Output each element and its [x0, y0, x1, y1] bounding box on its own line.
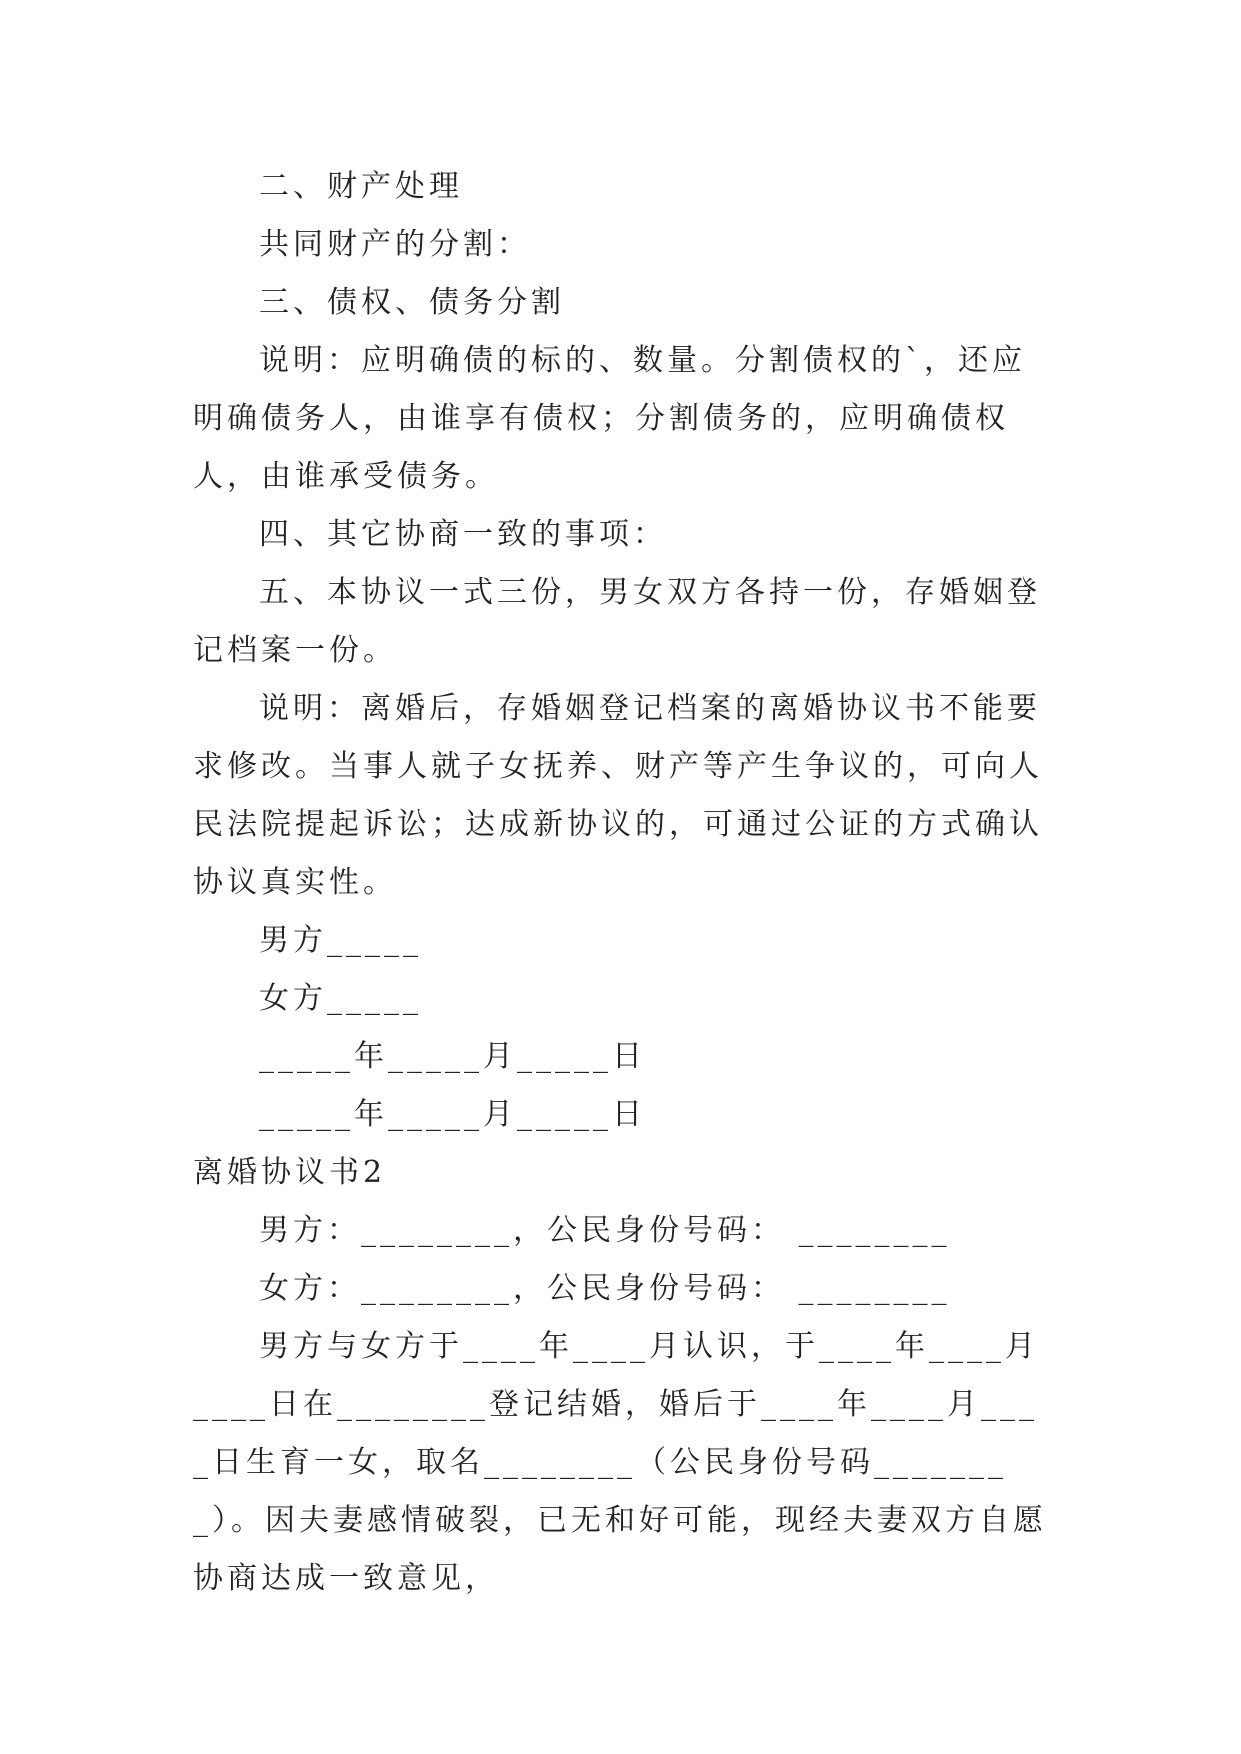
paragraph-post-divorce-note: 说明：离婚后，存婚姻登记档案的离婚协议书不能要求修改。当事人就子女抚养、财产等产生争议的，可向人民法院提起诉讼；达成新协议的，可通过公证的方式确认协议真实性。	[193, 691, 1043, 900]
date-line-1: _____年_____月_____日	[259, 1039, 646, 1074]
section-heading-property: 二、财产处理	[259, 169, 463, 204]
date-line-2: _____年_____月_____日	[259, 1097, 646, 1132]
section-heading-debts: 三、债权、债务分割	[259, 285, 565, 320]
document-body	[193, 158, 1053, 1608]
signature-line-husband: 男方_____	[259, 923, 422, 958]
section-heading-other-matters: 四、其它协商一致的事项：	[259, 517, 667, 552]
paragraph-marriage-details: 男方与女方于____年____月认识，于____年____月____日在________登记结婚，婚后于____年____月____日生育一女，取名________（公民身份号码________）。因夫妻感情破裂，已无和好可能，现经夫妻双方自愿协商达成一致意见，	[193, 1329, 1047, 1596]
wife-id-line: 女方：________，公民身份号码： ________	[259, 1271, 951, 1306]
signature-line-wife: 女方_____	[259, 981, 422, 1016]
paragraph-copies: 五、本协议一式三份，男女双方各持一份，存婚姻登记档案一份。	[193, 575, 1041, 668]
husband-id-line: 男方：________，公民身份号码： ________	[259, 1213, 951, 1248]
document-title-2: 离婚协议书2	[193, 1155, 387, 1190]
paragraph-debt-note: 说明：应明确债的标的、数量。分割债权的`，还应明确债务人，由谁享有债权；分割债务的，应明确债权人，由谁承受债务。	[193, 343, 1026, 494]
paragraph-common-property: 共同财产的分割：	[259, 227, 531, 262]
